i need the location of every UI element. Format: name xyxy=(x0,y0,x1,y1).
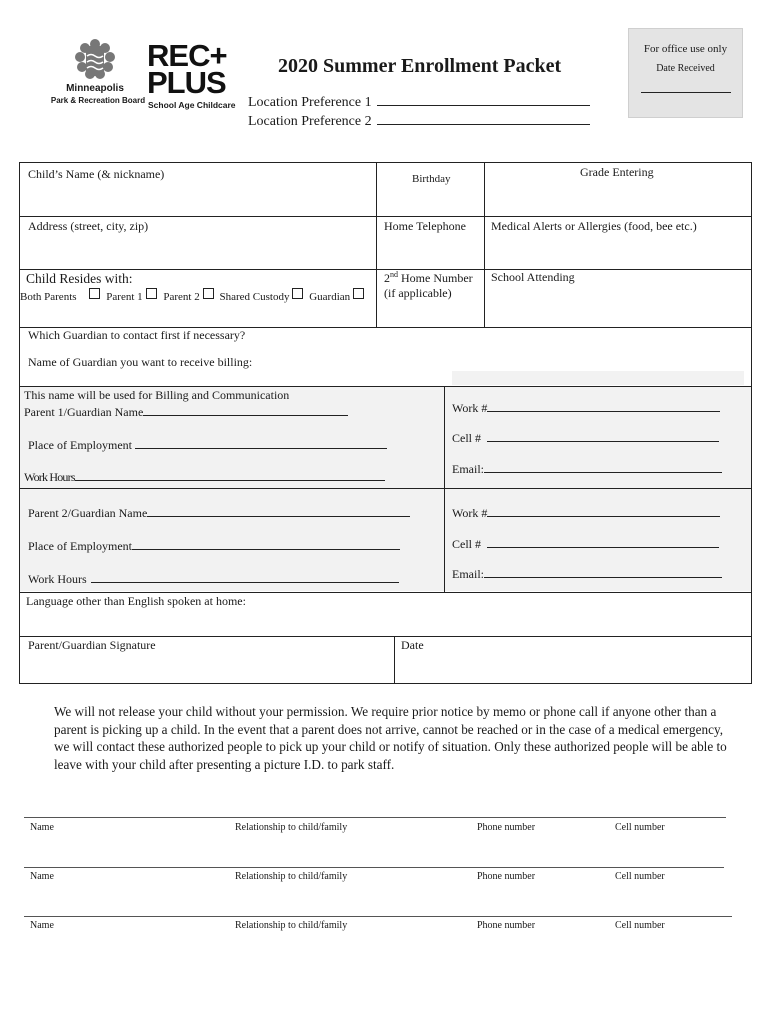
guardian-checkbox[interactable] xyxy=(353,288,364,299)
resides-option-parent1: Parent 1 xyxy=(106,291,143,303)
resides-option-shared: Shared Custody xyxy=(219,291,290,303)
org-subtitle: Park & Recreation Board xyxy=(50,96,146,105)
minneapolis-park-logo xyxy=(50,38,146,118)
parent2-name-field[interactable]: Parent 2/Guardian Name xyxy=(28,505,410,521)
contact2-phone-label: Phone number xyxy=(477,871,536,882)
both-parents-checkbox[interactable] xyxy=(89,288,100,299)
language-label: Language other than English spoken at home: xyxy=(26,594,246,608)
billing-shade xyxy=(452,371,744,385)
contact3-phone-label: Phone number xyxy=(477,920,536,931)
parent1-name-field[interactable]: Parent 1/Guardian Name xyxy=(24,404,348,420)
contact1-cell-label: Cell number xyxy=(615,822,665,833)
resides-option-parent2: Parent 2 xyxy=(163,291,200,303)
contact2-name-label: Name xyxy=(30,871,54,882)
enrollment-form xyxy=(19,162,752,684)
grade-entering-label: Grade Entering xyxy=(580,165,654,179)
contact3-relationship-label: Relationship to child/family xyxy=(235,920,348,931)
contact2-relationship-label: Relationship to child/family xyxy=(235,871,348,882)
parent1-employment-field[interactable]: Place of Employment xyxy=(28,437,387,453)
resides-option-both: Both Parents xyxy=(20,291,77,303)
billing-guardian-label: Name of Guardian you want to receive billing: xyxy=(28,355,253,369)
parent1-email-field[interactable]: Email: xyxy=(452,461,722,477)
home-telephone-label: Home Telephone xyxy=(384,219,466,233)
signature-label: Parent/Guardian Signature xyxy=(28,638,156,652)
contact3-name-label: Name xyxy=(30,920,54,931)
school-attending-label: School Attending xyxy=(491,270,575,284)
which-guardian-label: Which Guardian to contact first if necessary? xyxy=(28,328,246,342)
contact1-relationship-label: Relationship to child/family xyxy=(235,822,348,833)
parent2-checkbox[interactable] xyxy=(203,288,214,299)
medical-alerts-label: Medical Alerts or Allergies (food, bee etc.) xyxy=(491,219,697,233)
contact1-phone-label: Phone number xyxy=(477,822,536,833)
parent1-hours-field[interactable]: Work Hours xyxy=(24,469,385,485)
tree-logo-icon xyxy=(70,38,120,82)
parent2-employment-field[interactable]: Place of Employment xyxy=(28,538,400,554)
location-preference-2[interactable] xyxy=(248,112,590,130)
if-applicable-label: (if applicable) xyxy=(384,286,452,300)
contact2-cell-label: Cell number xyxy=(615,871,665,882)
parent2-hours-field[interactable]: Work Hours xyxy=(28,571,399,587)
office-use-title: For office use only xyxy=(643,43,728,55)
date-received-line xyxy=(641,92,731,93)
parent1-work-field[interactable]: Work # xyxy=(452,400,720,416)
second-home-number-label: 2nd Home Number xyxy=(384,270,473,285)
org-name: Minneapolis xyxy=(66,83,124,94)
child-resides-label: Child Resides with: xyxy=(26,271,133,286)
contact3-cell-label: Cell number xyxy=(615,920,665,931)
page-title: 2020 Summer Enrollment Packet xyxy=(278,55,562,77)
parent2-cell-field[interactable]: Cell # xyxy=(452,536,719,552)
parent1-checkbox[interactable] xyxy=(146,288,157,299)
resides-option-guardian: Guardian xyxy=(309,291,351,303)
child-name-label: Child’s Name (& nickname) xyxy=(28,167,165,181)
location-preference-2-line[interactable] xyxy=(377,112,590,125)
rec-plus-logo xyxy=(147,38,247,114)
rec-word: REC+ xyxy=(147,38,227,73)
location-preference-1-label: Location Preference 1 xyxy=(248,95,372,110)
location-preference-2-label: Location Preference 2 xyxy=(248,114,372,129)
location-preference-1-line[interactable] xyxy=(377,93,590,106)
program-subtitle: School Age Childcare xyxy=(148,100,236,110)
parent1-cell-field[interactable]: Cell # xyxy=(452,430,719,446)
parent2-work-field[interactable]: Work # xyxy=(452,505,720,521)
resides-options xyxy=(20,288,364,303)
location-preference-1[interactable] xyxy=(248,93,590,111)
date-label: Date xyxy=(401,638,424,652)
billing-note: This name will be used for Billing and Communication xyxy=(24,388,290,402)
plus-word: PLUS xyxy=(147,65,226,100)
shared-custody-checkbox[interactable] xyxy=(292,288,303,299)
authorization-notice: We will not release your child without your permission. We require prior notice by memo or phone call if anyone other than a parent is picking up a child. In the event that a parent does not arrive, cannot be reached or in the case of a medical emergency, we will contact these authorized people to pick up your child or notify of situation. Only these authorized people will be able to leave with your child after presenting a picture I.D. to park staff. xyxy=(54,704,727,772)
address-label: Address (street, city, zip) xyxy=(28,219,149,233)
date-received-label: Date Received xyxy=(656,63,715,74)
office-use-box xyxy=(628,28,743,118)
birthday-label: Birthday xyxy=(412,173,451,185)
contact1-name-label: Name xyxy=(30,822,54,833)
parent2-email-field[interactable]: Email: xyxy=(452,566,722,582)
